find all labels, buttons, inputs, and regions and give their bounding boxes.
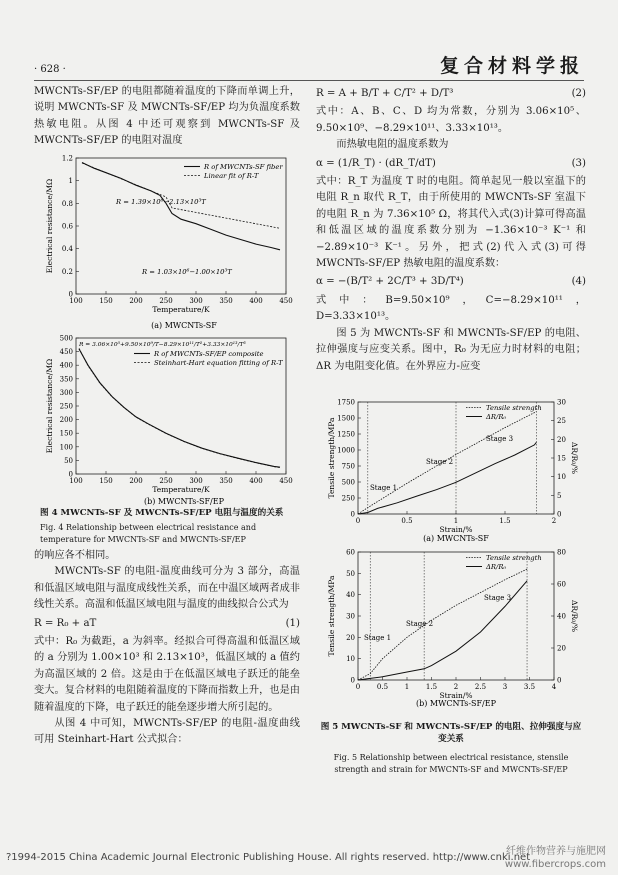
figure-4a-sublabel: (a) MWCNTs-SF <box>151 321 217 330</box>
y2-tick-label: 20 <box>557 435 566 444</box>
y-tick-label: 0.4 <box>61 245 73 254</box>
y-tick-label: 1.2 <box>61 154 73 163</box>
legend-entry: Linear fit of R-T <box>204 172 259 180</box>
x-tick-label: 250 <box>159 477 173 485</box>
y2-tick-label: 30 <box>557 398 566 407</box>
y-tick-label: 20 <box>346 633 355 642</box>
x-tick-label: 1 <box>453 517 459 525</box>
y-tick-label: 1 <box>68 177 73 186</box>
legend-entry: Tensile strength <box>486 404 542 412</box>
watermark <box>505 845 606 871</box>
y-axis-label: Tensile strength/MPa <box>327 417 336 499</box>
legend-entry: R of MWCNTs-SF/EP composite <box>154 350 264 358</box>
y2-tick-label: 0 <box>557 510 562 519</box>
right-column-top <box>316 84 586 375</box>
x-tick-label: 200 <box>129 477 143 485</box>
y-tick-label: 750 <box>341 462 355 471</box>
y-axis-label: Electrical resistance/MΩ <box>45 358 54 454</box>
legend-entry: ΔR/R₀ <box>486 413 507 421</box>
x-axis-label: Temperature/K <box>152 485 210 494</box>
y-tick-label: 450 <box>59 348 73 357</box>
y2-axis-label: ΔR/R₀/% <box>570 442 579 474</box>
equation-3 <box>316 156 586 172</box>
y2-tick-label: 40 <box>557 612 566 621</box>
figure-5b <box>316 548 586 710</box>
series-line-2 <box>358 442 536 514</box>
figure-5b-sublabel: (b) MWCNTs-SF/EP <box>416 699 496 708</box>
left-column-top <box>34 84 300 152</box>
left-para-3: MWCNTs-SF 的电阻-温度曲线可分为 3 部分，高温和低温区域电阻与温度成线性关系，而在中温区域两者成非线性关系。高温和低温区域电阻与温度的曲线拟合公式为 <box>34 566 300 611</box>
left-para-4: 式中：R₀ 为截距，a 为斜率。经拟合可得高温和低温区域的 a 分别为 1.00×10³ 和 2.13×10³，低温区域的 a 值约为高温区域的 2 倍。这是由于在低温区域电子跃迁的能垒变大。复合材料的电阻随着温度的下降而指数上升，也是由随着温度的下降，电子跃迁的能垒逐步增大所引起的。 <box>34 636 300 713</box>
figure-5-caption-cn: 图 5 MWCNTs-SF 和 MWCNTs-SF/EP 的电阻、拉伸强度与应变关系 <box>320 722 582 744</box>
x-axis-label: Strain/% <box>439 691 473 700</box>
y2-tick-label: 5 <box>557 491 562 500</box>
left-para-2: 的响应各不相同。 <box>34 550 116 561</box>
y-tick-label: 250 <box>341 494 355 503</box>
y-tick-label: 50 <box>64 456 73 465</box>
y2-tick-label: 60 <box>557 580 566 589</box>
stage-2-label: Stage 2 <box>426 458 454 466</box>
y-tick-label: 0.8 <box>61 199 73 208</box>
figure-5a <box>316 398 586 544</box>
stage-2-label: Stage 2 <box>406 620 434 628</box>
plot-frame <box>358 552 554 680</box>
right-para-5: 图 5 为 MWCNTs-SF 和 MWCNTs-SF/EP 的电阻、拉伸强度与应变关系。图中，R₀ 为无应力时材料的电阻；ΔR 为电阻变化值。在外界应力-应变 <box>316 327 586 372</box>
x-tick-label: 4 <box>551 683 557 691</box>
y2-tick-label: 80 <box>557 548 566 557</box>
watermark-url: www.fibercrops.com <box>504 859 606 870</box>
page-number: · 628 · <box>34 64 66 75</box>
x-tick-label: 100 <box>69 477 83 485</box>
x-tick-label: 150 <box>99 297 113 305</box>
y2-tick-label: 10 <box>557 473 566 482</box>
plot-frame <box>358 402 554 514</box>
x-tick-label: 0 <box>355 517 361 525</box>
y-tick-label: 350 <box>59 375 73 384</box>
left-para-5: 从图 4 中可知，MWCNTs-SF/EP 的电阻-温度曲线可用 Steinhart-Hart 公式拟合： <box>34 718 300 746</box>
y-tick-label: 0 <box>350 676 355 685</box>
equation-4 <box>316 274 586 290</box>
x-axis-label: Strain/% <box>439 525 473 534</box>
x-tick-label: 3 <box>502 683 508 691</box>
x-tick-label: 200 <box>129 297 143 305</box>
equation-3-body: α = (1/R_T) · (dR_T/dT) <box>316 157 436 169</box>
x-tick-label: 350 <box>219 477 233 485</box>
x-axis-label: Temperature/K <box>152 305 210 314</box>
equation-1 <box>34 616 300 632</box>
steinhart-hart-equation: R = 3.06×10⁵+9.50×10⁹/T−8.29×10¹¹/T²+3.33×10¹³/T³ <box>79 342 246 348</box>
y-tick-label: 500 <box>341 478 355 487</box>
equation-4-number: (4) <box>571 276 586 288</box>
y-tick-label: 0.2 <box>61 267 73 276</box>
figure-5-caption-en: Fig. 5 Relationship between electrical resistance, stensile strength and strain for MWCNTs-SF and MWCNTs-SF/EP <box>333 753 569 774</box>
watermark-cn: 纤维作物营养与施肥网 <box>506 846 606 857</box>
y-tick-label: 60 <box>346 548 355 557</box>
stage-1-label: Stage 1 <box>364 634 392 642</box>
y-tick-label: 0 <box>350 510 355 519</box>
copyright-footer: ?1994-2015 China Academic Journal Electronic Publishing House. All rights reserved. http://www.cnki.net <box>6 852 531 863</box>
x-tick-label: 1 <box>404 683 410 691</box>
y-tick-label: 400 <box>59 361 73 370</box>
y-tick-label: 50 <box>346 569 355 578</box>
figure-4b-sublabel: (b) MWCNTs-SF/EP <box>144 497 224 506</box>
right-para-4: 式中：B=9.50×10⁹，C=−8.29×10¹¹，D=3.33×10¹³。 <box>316 294 586 323</box>
y2-tick-label: 15 <box>557 454 566 463</box>
y2-tick-label: 25 <box>557 417 566 426</box>
figure-5-caption <box>320 720 582 776</box>
y-tick-label: 300 <box>59 388 73 397</box>
x-tick-label: 100 <box>69 297 83 305</box>
y-tick-label: 1750 <box>337 398 355 407</box>
y-tick-label: 1250 <box>337 430 355 439</box>
figure-4b <box>34 332 300 508</box>
x-tick-label: 0 <box>355 683 361 691</box>
y-tick-label: 10 <box>346 655 355 664</box>
y-tick-label: 100 <box>59 443 73 452</box>
legend-entry: R of MWCNTs-SF fiber <box>204 163 283 171</box>
x-tick-label: 400 <box>249 297 263 305</box>
x-tick-label: 300 <box>189 297 203 305</box>
y-tick-label: 1000 <box>337 446 355 455</box>
x-tick-label: 2 <box>551 517 557 525</box>
y-tick-label: 500 <box>59 334 73 343</box>
journal-title: 复合材料学报 <box>439 55 584 77</box>
y-tick-label: 0 <box>68 470 73 479</box>
y-tick-label: 40 <box>346 591 355 600</box>
y2-tick-label: 20 <box>557 644 566 653</box>
y2-tick-label: 0 <box>557 676 562 685</box>
header-rule <box>34 80 584 81</box>
legend-entry: Steinhart-Hart equation fitting of R-T <box>154 359 283 367</box>
stage-1-label: Stage 1 <box>370 484 398 492</box>
x-tick-label: 450 <box>279 477 293 485</box>
y-tick-label: 200 <box>59 416 73 425</box>
figure-4-caption-cn: 图 4 MWCNTs-SF 及 MWCNTs-SF/EP 电阻与温度的关系 <box>40 508 284 518</box>
equation-4-body: α = −(B/T² + 2C/T³ + 3D/T⁴) <box>316 276 464 288</box>
fit-equation-high-temp: R = 1.39×10⁶−2.13×10³T <box>116 198 206 206</box>
y-tick-label: 1500 <box>337 414 355 423</box>
y2-axis-label: ΔR/R₀/% <box>570 600 579 632</box>
y-tick-label: 0.6 <box>61 222 73 231</box>
right-para-1: 式中：A、B、C、D 均为常数，分别为 3.06×10⁵、9.50×10⁹、−8.29×10¹¹、3.33×10¹³。 <box>316 106 586 134</box>
stage-3-label: Stage 3 <box>486 435 514 443</box>
x-tick-label: 350 <box>219 297 233 305</box>
y-tick-label: 150 <box>59 429 73 438</box>
y-tick-label: 250 <box>59 402 73 411</box>
x-tick-label: 3.5 <box>523 683 536 691</box>
left-column-bottom <box>34 548 300 749</box>
left-para-1: MWCNTs-SF/EP 的电阻都随着温度的下降而单调上升，说明 MWCNTs-SF 及 MWCNTs-SF/EP 均为负温度系数热敏电阻。从图 4 中还可观察到 MWCNTs-SF 及 MWCNTs-SF/EP 的电阻对温度 <box>34 86 300 147</box>
equation-2-number: (2) <box>571 88 586 99</box>
x-tick-label: 0.5 <box>401 517 413 525</box>
x-tick-label: 1.5 <box>425 683 438 691</box>
x-tick-label: 400 <box>249 477 263 485</box>
x-tick-label: 250 <box>159 297 173 305</box>
y-axis-label: Electrical resistance/MΩ <box>45 178 54 274</box>
equation-3-number: (3) <box>571 157 586 169</box>
x-tick-label: 0.5 <box>376 683 389 691</box>
y-tick-label: 0 <box>68 290 73 299</box>
x-tick-label: 450 <box>279 297 293 305</box>
stage-3-label: Stage 3 <box>484 594 512 602</box>
x-tick-label: 150 <box>99 477 113 485</box>
x-tick-label: 1.5 <box>499 517 511 525</box>
right-para-3: 式中：R_T 为温度 T 时的电阻。简单起见一般以室温下的电阻 R_n 取代 R_T，由于所使用的 MWCNTs-SF 室温下的电阻 R_n 为 7.36×10⁵ Ω，将其代入式(3)计算可得高温和低温区域的温度系数分别为 −1.36×10⁻³ K⁻¹ 和 −2.89×10⁻³ K⁻¹。另外，把式(2)代入式(3)可得 MWCNTs-SF/EP 热敏电阻的温度系数： <box>316 176 586 270</box>
equation-2 <box>316 86 586 102</box>
x-tick-label: 300 <box>189 477 203 485</box>
fit-equation-low-temp: R = 1.03×10⁶−1.00×10³T <box>142 268 232 276</box>
figure-4-caption <box>40 506 296 546</box>
y-axis-label: Tensile strength/MPa <box>327 575 336 657</box>
x-tick-label: 2.5 <box>474 683 487 691</box>
series-line-1 <box>358 569 527 680</box>
figure-4-caption-en: Fig. 4 Relationship between electrical resistance and temperature for MWCNTs-SF and MWCNTs-SF/EP <box>40 523 257 544</box>
legend-entry: ΔR/R₀ <box>486 563 507 571</box>
x-tick-label: 2 <box>453 683 459 691</box>
equation-2-body: R = A + B/T + C/T² + D/T³ <box>316 88 454 99</box>
equation-1-number: (1) <box>285 617 300 629</box>
figure-4a <box>34 152 300 332</box>
y-tick-label: 30 <box>346 612 355 621</box>
right-para-2: 而热敏电阻的温度系数为 <box>336 139 449 151</box>
equation-1-body: R = R₀ + aT <box>34 617 97 629</box>
figure-5a-sublabel: (a) MWCNTs-SF <box>423 534 489 543</box>
legend-entry: Tensile strength <box>486 554 542 562</box>
